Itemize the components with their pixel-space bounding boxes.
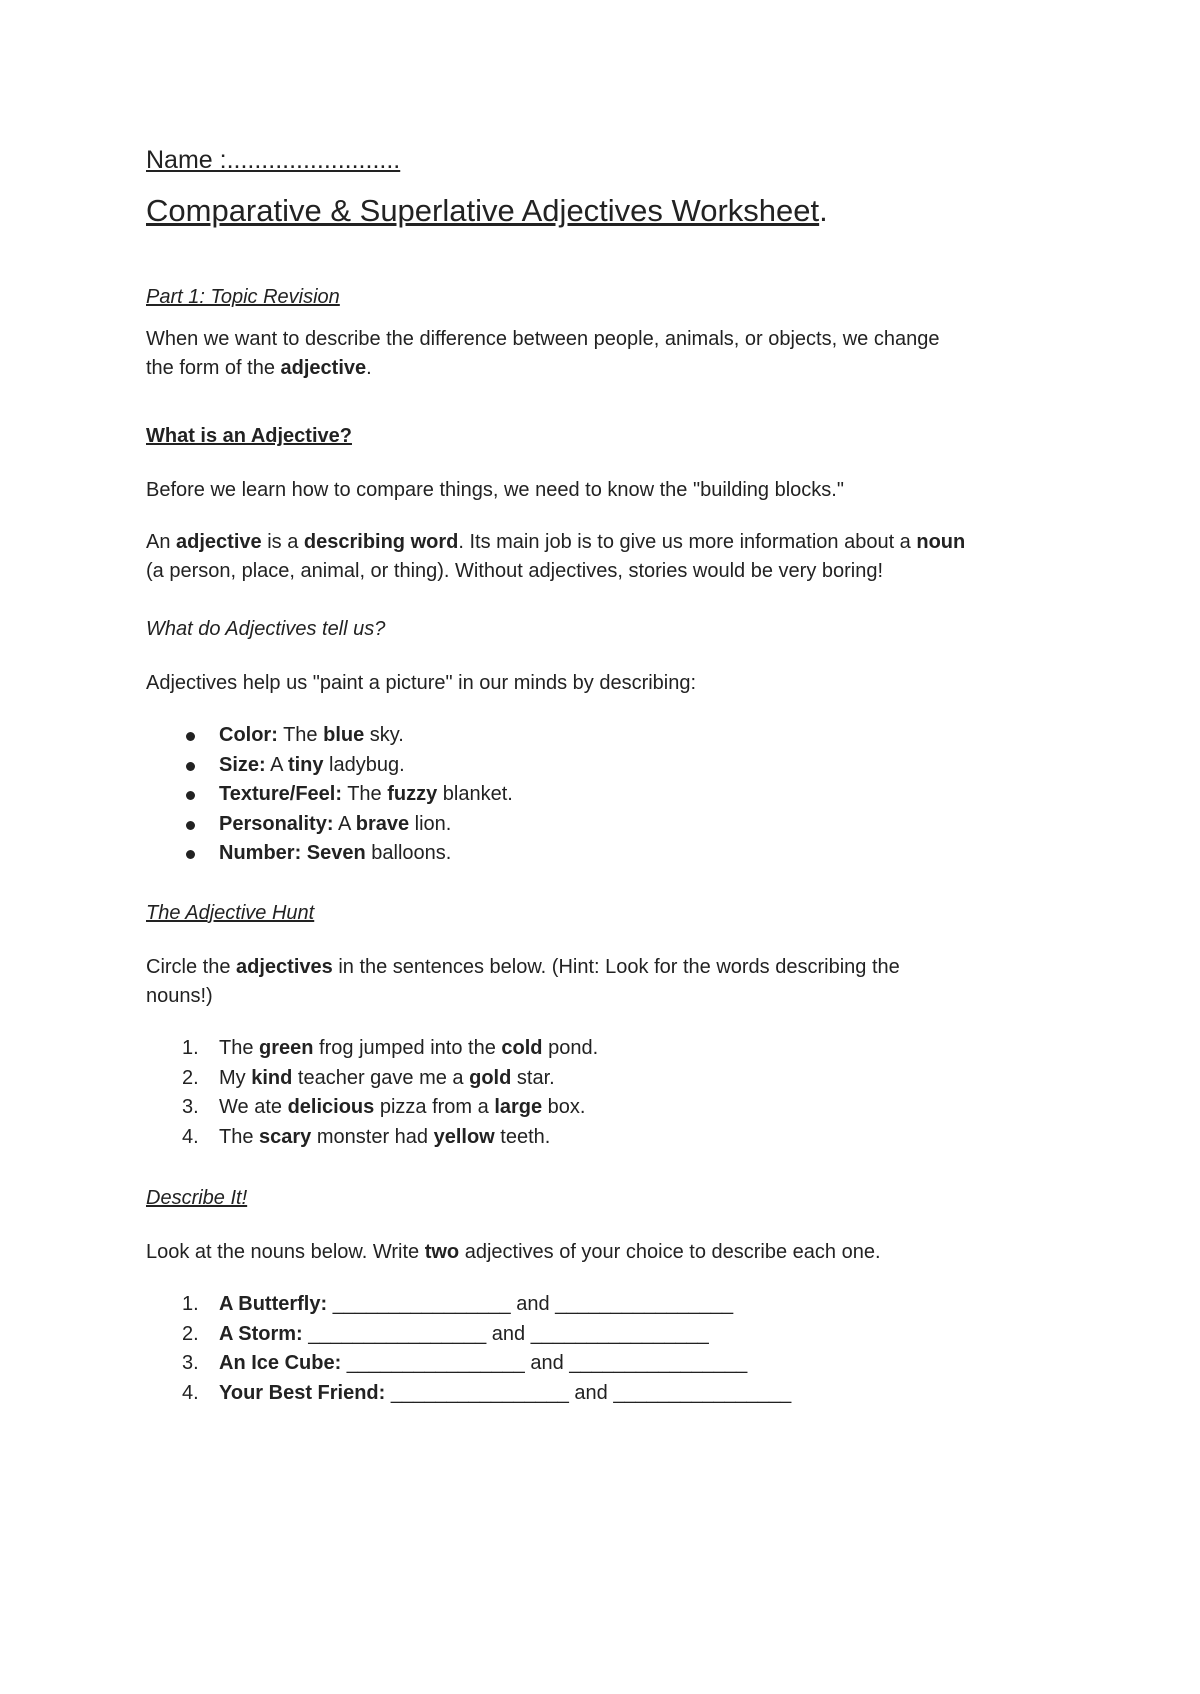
item-text: pizza from a: [374, 1096, 495, 1118]
item-adjective: cold: [501, 1037, 543, 1059]
item-adjective: large: [494, 1096, 543, 1118]
item-adjective: delicious: [287, 1096, 375, 1118]
hunt-heading: The Adjective Hunt: [146, 902, 315, 924]
item-number: 4.: [182, 1381, 199, 1404]
item-text: and: [568, 1381, 614, 1404]
answer-blank[interactable]: ________________: [569, 1352, 748, 1374]
answer-blank[interactable]: ________________: [530, 1322, 709, 1345]
answer-blank[interactable]: ________________: [613, 1381, 792, 1404]
bullet-icon: [186, 791, 195, 800]
tell-us-intro: Adjectives help us "paint a picture" in our minds by describing:: [146, 672, 697, 694]
item-text: ladybug.: [323, 753, 405, 776]
name-label: Name :.........................: [146, 146, 401, 174]
list-item: [146, 721, 513, 751]
bullet-icon: [186, 850, 195, 859]
item-text: A: [265, 753, 288, 776]
item-text: monster had: [311, 1125, 434, 1148]
item-adjective: green: [259, 1037, 314, 1059]
what-is-p2-line1: An adjective is a describing word. Its main job is to give us more information about a noun: [146, 531, 966, 553]
item-label: Your Best Friend:: [219, 1381, 386, 1404]
item-label: Color:: [219, 724, 278, 746]
item-adjective: scary: [259, 1125, 312, 1148]
item-label: Texture/Feel:: [219, 783, 342, 805]
item-adjective: brave: [355, 812, 410, 835]
part1-heading: Part 1: Topic Revision: [146, 286, 340, 308]
item-number: 2.: [182, 1066, 199, 1089]
item-adjective: Seven: [306, 842, 366, 864]
item-adjective: yellow: [433, 1125, 495, 1148]
describe-items-list: [146, 1290, 791, 1408]
list-item: [146, 1379, 791, 1409]
item-adjective: gold: [469, 1066, 512, 1089]
what-is-heading: What is an Adjective?: [146, 425, 352, 447]
list-item: [146, 1320, 791, 1350]
tell-us-heading: What do Adjectives tell us?: [146, 618, 386, 640]
list-item: [146, 1093, 598, 1123]
item-adjective: tiny: [287, 753, 324, 776]
bullet-icon: [186, 821, 195, 830]
list-item: [146, 1064, 598, 1094]
list-item: [146, 1123, 598, 1153]
hunt-intro-line1: Circle the adjectives in the sentences below. (Hint: Look for the words describing the: [146, 956, 900, 978]
hunt-intro-line2: nouns!): [146, 985, 213, 1007]
item-text: and: [510, 1293, 556, 1315]
answer-blank[interactable]: ________________: [327, 1293, 511, 1315]
describe-intro: Look at the nouns below. Write two adjectives of your choice to describe each one.: [146, 1241, 881, 1263]
item-number: 3.: [182, 1352, 199, 1374]
item-number: 1.: [182, 1293, 199, 1315]
answer-blank[interactable]: ________________: [341, 1352, 525, 1374]
bullet-icon: [186, 762, 195, 771]
hunt-sentences-list: [146, 1034, 598, 1152]
item-text: The: [219, 1037, 260, 1059]
item-text: star.: [511, 1066, 555, 1089]
item-text: The: [219, 1125, 260, 1148]
item-text: teacher gave me a: [292, 1066, 470, 1089]
item-text: A: [333, 812, 356, 835]
item-label: A Storm:: [219, 1322, 303, 1345]
item-number: 2.: [182, 1322, 199, 1345]
answer-blank[interactable]: ________________: [385, 1381, 569, 1404]
item-text: and: [524, 1352, 570, 1374]
item-text: blanket.: [437, 783, 513, 805]
item-text: My: [219, 1066, 252, 1089]
item-text: The: [277, 724, 324, 746]
list-item: [146, 839, 513, 869]
answer-blank[interactable]: ________________: [555, 1293, 734, 1315]
item-text: frog jumped into the: [313, 1037, 502, 1059]
part1-intro-line2: the form of the adjective.: [146, 357, 372, 379]
answer-blank[interactable]: ________________: [302, 1322, 487, 1345]
part1-intro-line1: When we want to describe the difference between people, animals, or objects, we change: [146, 328, 940, 350]
what-is-p1: Before we learn how to compare things, we need to know the "building blocks.": [146, 479, 844, 501]
item-adjective: blue: [323, 724, 365, 746]
list-item: [146, 780, 513, 810]
item-text: sky.: [364, 724, 404, 746]
item-label: An Ice Cube:: [219, 1352, 342, 1374]
item-text: The: [342, 783, 388, 805]
item-text: and: [486, 1322, 531, 1345]
adjective-types-list: [146, 721, 513, 869]
item-label: Number:: [219, 842, 302, 864]
describe-heading: Describe It!: [146, 1187, 248, 1209]
page-title: Comparative & Superlative Adjectives Worksheet.: [146, 193, 828, 228]
item-label: Personality:: [219, 812, 334, 835]
item-text: box.: [542, 1096, 586, 1118]
item-adjective: fuzzy: [387, 783, 438, 805]
item-text: balloons.: [365, 842, 452, 864]
item-number: 3.: [182, 1096, 199, 1118]
list-item: [146, 810, 513, 840]
list-item: [146, 751, 513, 781]
list-item: [146, 1034, 598, 1064]
item-adjective: kind: [251, 1066, 293, 1089]
item-text: We ate: [219, 1096, 288, 1118]
item-label: Size:: [219, 753, 266, 776]
what-is-p2-line2: (a person, place, animal, or thing). Without adjectives, stories would be very boring!: [146, 560, 884, 582]
item-text: pond.: [542, 1037, 599, 1059]
list-item: [146, 1290, 791, 1320]
item-number: 4.: [182, 1125, 199, 1148]
item-text: lion.: [409, 812, 452, 835]
list-item: [146, 1349, 791, 1379]
bullet-icon: [186, 732, 195, 741]
item-number: 1.: [182, 1037, 199, 1059]
item-text: teeth.: [494, 1125, 551, 1148]
item-label: A Butterfly:: [219, 1293, 328, 1315]
